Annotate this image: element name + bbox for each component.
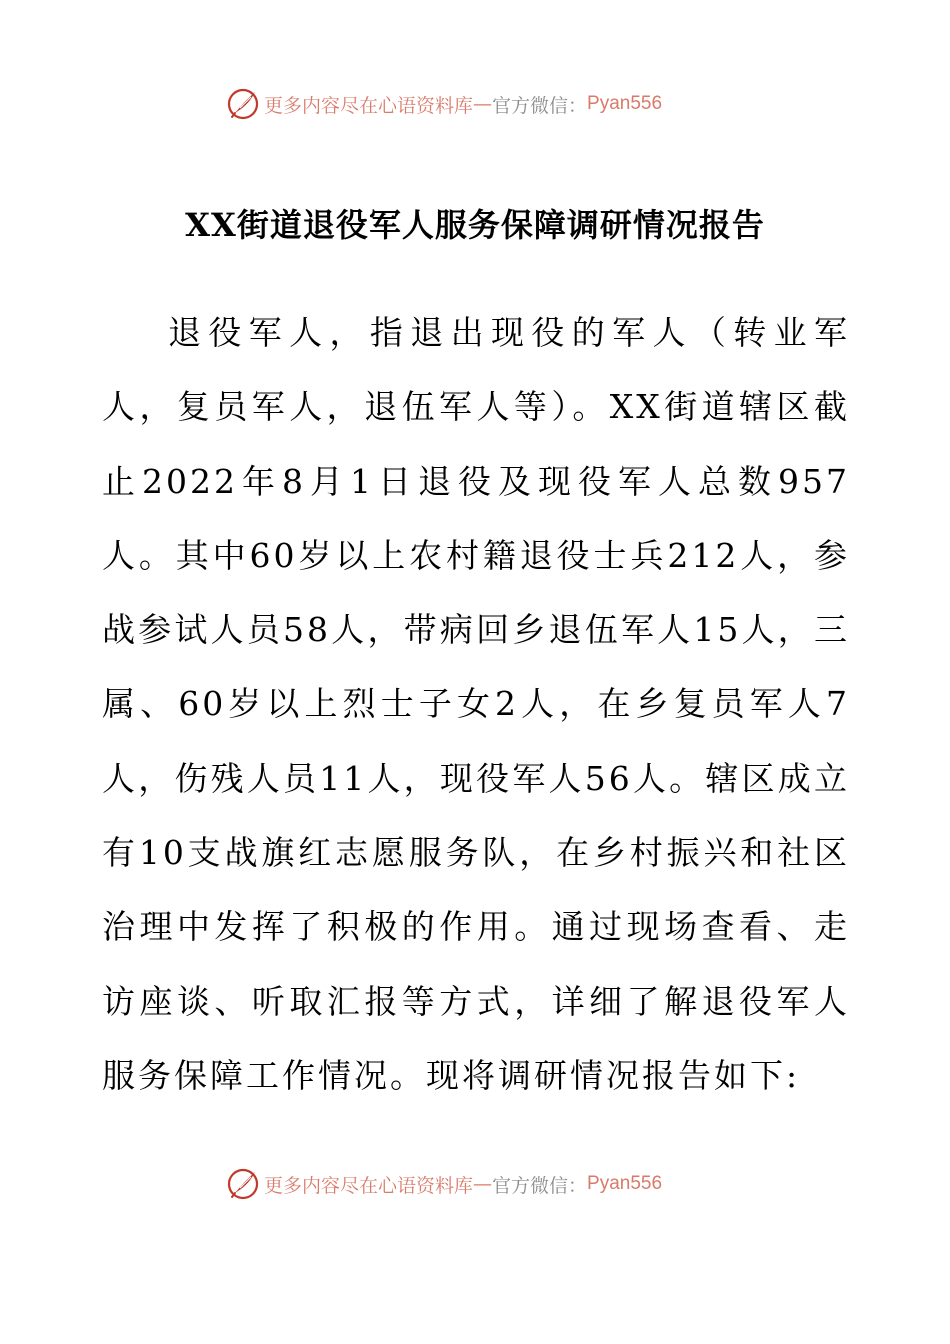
banner-site-name: 更多内容尽在心语资料库 [264, 94, 474, 117]
banner-site-name: 更多内容尽在心语资料库 [264, 1174, 474, 1197]
banner-wechat-label: 官方微信： [492, 94, 588, 117]
header-banner [226, 84, 726, 124]
banner-wechat-id: Pyan556 [587, 93, 663, 114]
banner-dash: — [473, 1173, 493, 1195]
quill-pen-logo-icon [226, 1167, 260, 1201]
quill-pen-logo-icon [226, 87, 260, 121]
banner-wechat-id: Pyan556 [587, 1173, 663, 1194]
banner-wechat-label: 官方微信： [492, 1174, 588, 1197]
document-title: XX街道退役军人服务保障调研情况报告 [185, 206, 765, 244]
footer-banner [226, 1164, 726, 1204]
banner-dash: — [473, 93, 493, 115]
body-paragraph: 退役军人，指退出现役的军人（转业军人，复员军人，退伍军人等）。XX街道辖区截止2022年8月1日退役及现役军人总数957人。其中60岁以上农村籍退役士兵212人，参战参试人员58人，带病回乡退伍军人15人，三属、60岁以上烈士子女2人，在乡复员军人7人，伤残人员11人，现役军人56人。辖区成立有10支战旗红志愿服务队，在乡村振兴和社区治理中发挥了积极的作用。通过现场查看、走访座谈、听取汇报等方式，详细了解退役军人服务保障工作情况。现将调研情况报告如下: [102, 313, 850, 1095]
